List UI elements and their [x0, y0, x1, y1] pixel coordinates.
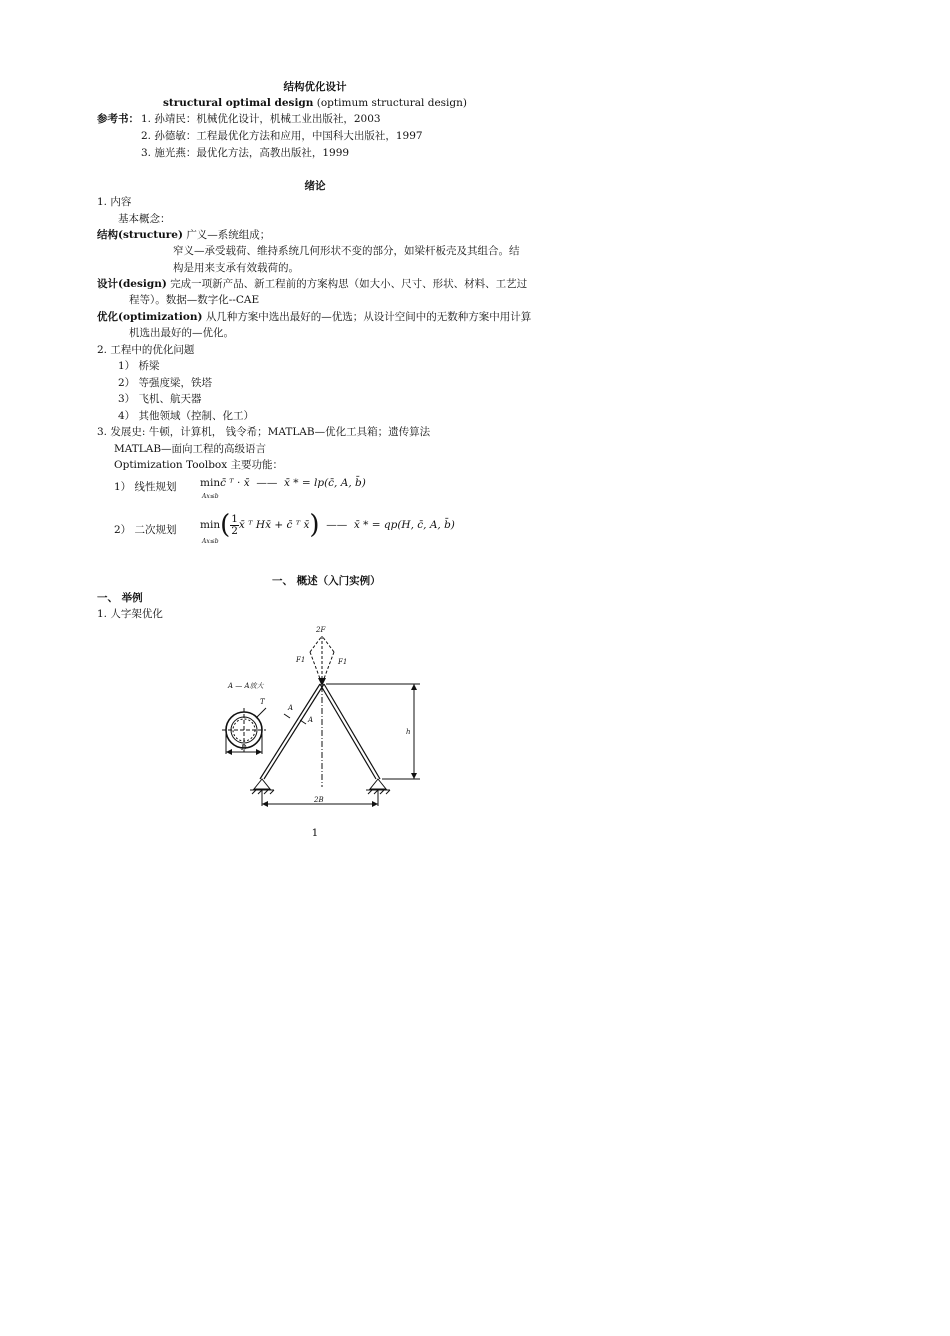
lp-dash: ——: [256, 477, 278, 489]
lp-result: x̄ * = lp(c̄, A, b̄): [284, 477, 366, 489]
intro-title: 绪论: [304, 180, 326, 192]
structure-narrow-line-2: 构是用来支承有效载荷的。: [173, 262, 299, 274]
section-1-sub: 基本概念：: [118, 213, 171, 225]
example-item: 1. 人字架优化: [97, 608, 163, 620]
ref-item: 3. 施光燕：最优化方法，高教出版社，1999: [141, 147, 350, 159]
list-item: 4） 其他领域（控制、化工）: [118, 410, 255, 422]
lp-min: min: [200, 477, 221, 489]
structure-broad: 广义—系统组成；: [186, 229, 271, 241]
section-1-heading: 1. 内容: [97, 196, 132, 208]
optimization-def: [97, 310, 531, 324]
chapter-title: 一、 概述（入门实例）: [272, 575, 381, 587]
label-2B: 2B: [314, 796, 324, 804]
design-line-2: 程等）。数据—数字化--CAE: [129, 294, 260, 306]
label-T: T: [260, 698, 265, 706]
list-item: 1） 桥梁: [118, 360, 160, 372]
label-h: h: [406, 728, 411, 736]
ref-item: 1. 孙靖民：机械优化设计，机械工业出版社，2003: [141, 113, 381, 125]
doc-title: 结构优化设计: [283, 81, 347, 93]
lp-label: 1） 线性规划: [114, 481, 177, 493]
lp-obj: c̄ ᵀ · x̄: [220, 477, 250, 489]
qp-result: x̄ * = qp(H, c̄, A, b̄): [353, 519, 455, 531]
structure-def: [97, 228, 270, 242]
label-A-top: A: [288, 704, 294, 712]
label-F1-left: F1: [296, 656, 306, 664]
structure-narrow-line-1: 窄义—承受载荷、维持系统几何形状不变的部分，如梁杆板壳及其组合。结: [173, 245, 520, 257]
optimization-line-1: 从几种方案中选出最好的—优选；从设计空间中的无数种方案中用计算: [205, 311, 532, 323]
structure-term: 结构(structure): [97, 229, 183, 241]
lp-formula: [200, 476, 366, 490]
qp-constraint: Ax≤b: [202, 538, 219, 545]
qp-label: 2） 二次规划: [114, 524, 177, 536]
page-number: 1: [311, 827, 319, 839]
lp-constraint: Ax≤b: [202, 493, 219, 500]
list-item: 3） 飞机、航天器: [118, 393, 202, 405]
section-3-line-2: Optimization Toolbox 主要功能：: [114, 459, 284, 471]
qp-fraction: [230, 514, 239, 537]
label-D: D: [241, 744, 247, 752]
section-3-heading: 3. 发展史: 牛顿，计算机， 钱令希；MATLAB—优化工具箱；遗传算法: [97, 426, 431, 438]
design-term: 设计(design): [97, 278, 167, 290]
design-def: [97, 277, 527, 291]
section-2-heading: 2. 工程中的优化问题: [97, 344, 195, 356]
design-line-1: 完成一项新产品、新工程前的方案构思（如大小、尺寸、形状、材料、工艺过: [170, 278, 528, 290]
list-item: 2） 等强度梁，铁塔: [118, 377, 213, 389]
doc-subtitle: [0, 96, 630, 110]
optimization-term: 优化(optimization): [97, 311, 203, 323]
right-paren: ): [309, 510, 320, 540]
qp-obj: x̄ ᵀ Hx̄ + c̄ ᵀ x̄: [238, 519, 310, 531]
qp-fraction-den: 2: [231, 524, 238, 537]
qp-fraction-num: 1: [231, 512, 238, 525]
refs-label: 参考书：: [97, 113, 139, 125]
ref-item: 2. 孙德敏：工程最优化方法和应用，中国科大出版社，1997: [141, 130, 423, 142]
example-heading: 一、 举例: [97, 592, 143, 604]
label-F1-right: F1: [338, 658, 348, 666]
label-section: A — A放大: [228, 682, 264, 690]
optimization-line-2: 机选出最好的—优化。: [129, 327, 234, 339]
doc-subtitle-en: structural optimal design: [162, 97, 314, 109]
left-paren: (: [220, 510, 231, 540]
doc-subtitle-alt: (optimum structural design): [316, 97, 467, 109]
truss-figure: [210, 622, 440, 814]
qp-dash: ——: [326, 519, 348, 531]
label-2F: 2F: [316, 626, 326, 634]
qp-formula: [200, 512, 455, 546]
qp-min: min: [200, 519, 221, 531]
label-A-bottom: A: [308, 716, 314, 724]
section-3-line-1: MATLAB—面向工程的高级语言: [114, 443, 267, 455]
